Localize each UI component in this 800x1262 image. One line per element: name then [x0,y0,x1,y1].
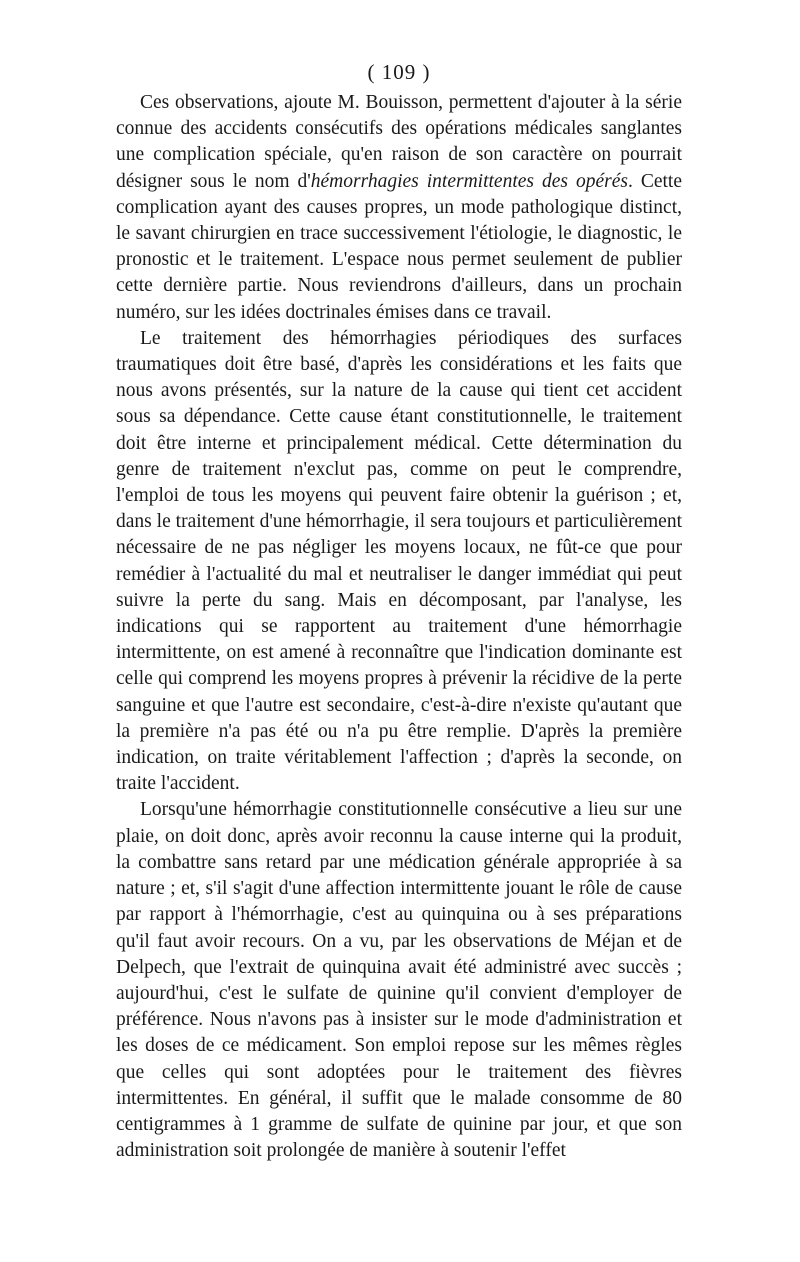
paragraph-3: Lorsqu'une hémorrhagie constitutionnelle consécutive a lieu sur une plaie, on doit donc, après avoir reconnu la cause interne qui la produit, la combattre sans retard par une médication générale appropriée à sa nature ; et, s'il s'agit d'une affection intermittente jouant le rôle de cause par rapport à l'hémorrhagie, c'est au quinquina ou à ses préparations qu'il faut avoir recours. On a vu, par les observations de Méjan et de Delpech, que l'extrait de quinquina avait été administré avec succès ; aujourd'hui, c'est le sulfate de quinine qu'il convient d'employer de préférence. Nous n'avons pas à insister sur le mode d'administration et les doses de ce médicament. Son emploi repose sur les mêmes règles que celles qui sont adoptées pour le traitement des fièvres intermittentes. En général, il suffit que le malade consomme de 80 centigrammes à 1 gramme de sulfate de quinine par jour, et que son administration soit prolongée de manière à soutenir l'effet [116,799,682,1162]
paragraph-1-text-end: . Cette complication ayant des causes propres, un mode pathologique distinct, le savant chirurgien en trace successivement l'étiologie, le diagnostic, le pronostic et le traitement. L'espace nous permet seulement de publier cette dernière partie. Nous reviendrons d'ailleurs, dans un prochain numéro, sur les idées doctrinales émises dans ce travail. [116,170,682,323]
paragraph-2: Le traitement des hémorrhagies périodiques des surfaces traumatiques doit être basé, d'après les considérations et les faits que nous avons présentés, sur la nature de la cause qui tient cet accident sous sa dépendance. Cette cause étant constitutionnelle, le traitement doit être interne et principalement médical. Cette détermination du genre de traitement n'exclut pas, comme on peut le comprendre, l'emploi de tous les moyens qui peuvent faire obtenir la guérison ; et, dans le traitement d'une hémorrhagie, il sera toujours et particulièrement nécessaire de ne pas négliger les moyens locaux, ne fût-ce que pour remédier à l'actualité du mal et neutraliser le danger immédiat qui peut suivre la perte du sang. Mais en décomposant, par l'analyse, les indications qui se rapportent au traitement d'une hémorrhagie intermittente, on est amené à reconnaître que l'indication dominante est celle qui comprend les moyens propres à prévenir la récidive de la perte sanguine et que l'autre est secondaire, c'est-à-dire n'existe qu'autant que la première n'a pas été ou n'a pu être remplie. D'après la première indication, on traite véritablement l'affection ; d'après la seconde, on traite l'accident. [116,327,682,795]
paragraph-1-italic-term: hémorrhagies intermittentes des opérés [310,170,628,192]
page-body [116,58,682,1164]
paragraph-1 [116,90,682,326]
paragraph-1-text: Ces observations, ajoute M. Bouisson, permettent d'ajouter à la série connue des accidents consécutifs des opérations médicales sanglantes une complication spéciale, qu'en raison de son caractère on pourrait désigner sous le nom d' [116,92,682,192]
page-number: ( 109 ) [367,60,431,84]
